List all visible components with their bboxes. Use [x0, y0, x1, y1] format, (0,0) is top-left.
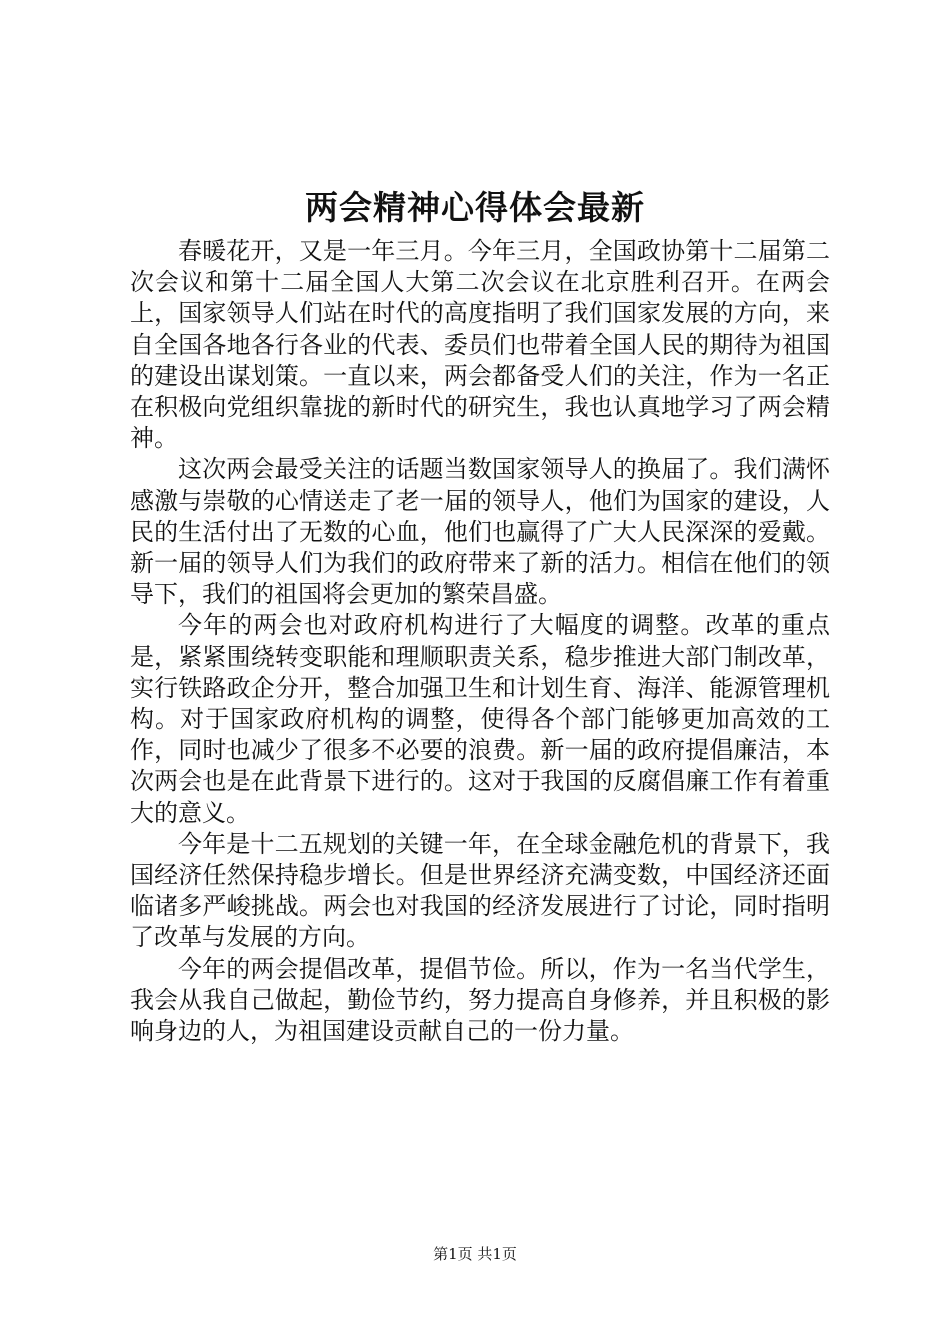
paragraph-3: 今年的两会也对政府机构进行了大幅度的调整。改革的重点是，紧紧围绕转变职能和理顺职责关系，稳步推进大部门制改革，实行铁路政企分开，整合加强卫生和计划生育、海洋、能源管理机构。对于国家政府机构的调整，使得各个部门能够更加高效的工作，同时也减少了很多不必要的浪费。新一届的政府提倡廉洁，本次两会也是在此背景下进行的。这对于我国的反腐倡廉工作有着重大的意义。 [130, 611, 830, 827]
paragraph-1: 春暖花开，又是一年三月。今年三月，全国政协第十二届第二次会议和第十二届全国人大第二次会议在北京胜利召开。在两会上，国家领导人们站在时代的高度指明了我们国家发展的方向，来自全国各地各行各业的代表、委员们也带着全国人民的期待为祖国的建设出谋划策。一直以来，两会都备受人们的关注，作为一名正在积极向党组织靠拢的新时代的研究生，我也认真地学习了两会精神。 [130, 237, 830, 453]
document-body [130, 236, 830, 1047]
page-footer: 第1页 共1页 [433, 1245, 517, 1263]
document-title: 两会精神心得体会最新 [305, 188, 645, 227]
paragraph-5: 今年的两会提倡改革，提倡节俭。所以，作为一名当代学生，我会从我自己做起，勤俭节约，努力提高自身修养，并且积极的影响身边的人，为祖国建设贡献自己的一份力量。 [130, 954, 830, 1046]
paragraph-4: 今年是十二五规划的关键一年，在全球金融危机的背景下，我国经济任然保持稳步增长。但是世界经济充满变数，中国经济还面临诸多严峻挑战。两会也对我国的经济发展进行了讨论，同时指明了改革与发展的方向。 [130, 829, 830, 952]
paragraph-2: 这次两会最受关注的话题当数国家领导人的换届了。我们满怀感激与崇敬的心情送走了老一届的领导人，他们为国家的建设，人民的生活付出了无数的心血，他们也赢得了广大人民深深的爱戴。新一届的领导人们为我们的政府带来了新的活力。相信在他们的领导下，我们的祖国将会更加的繁荣昌盛。 [130, 455, 830, 609]
